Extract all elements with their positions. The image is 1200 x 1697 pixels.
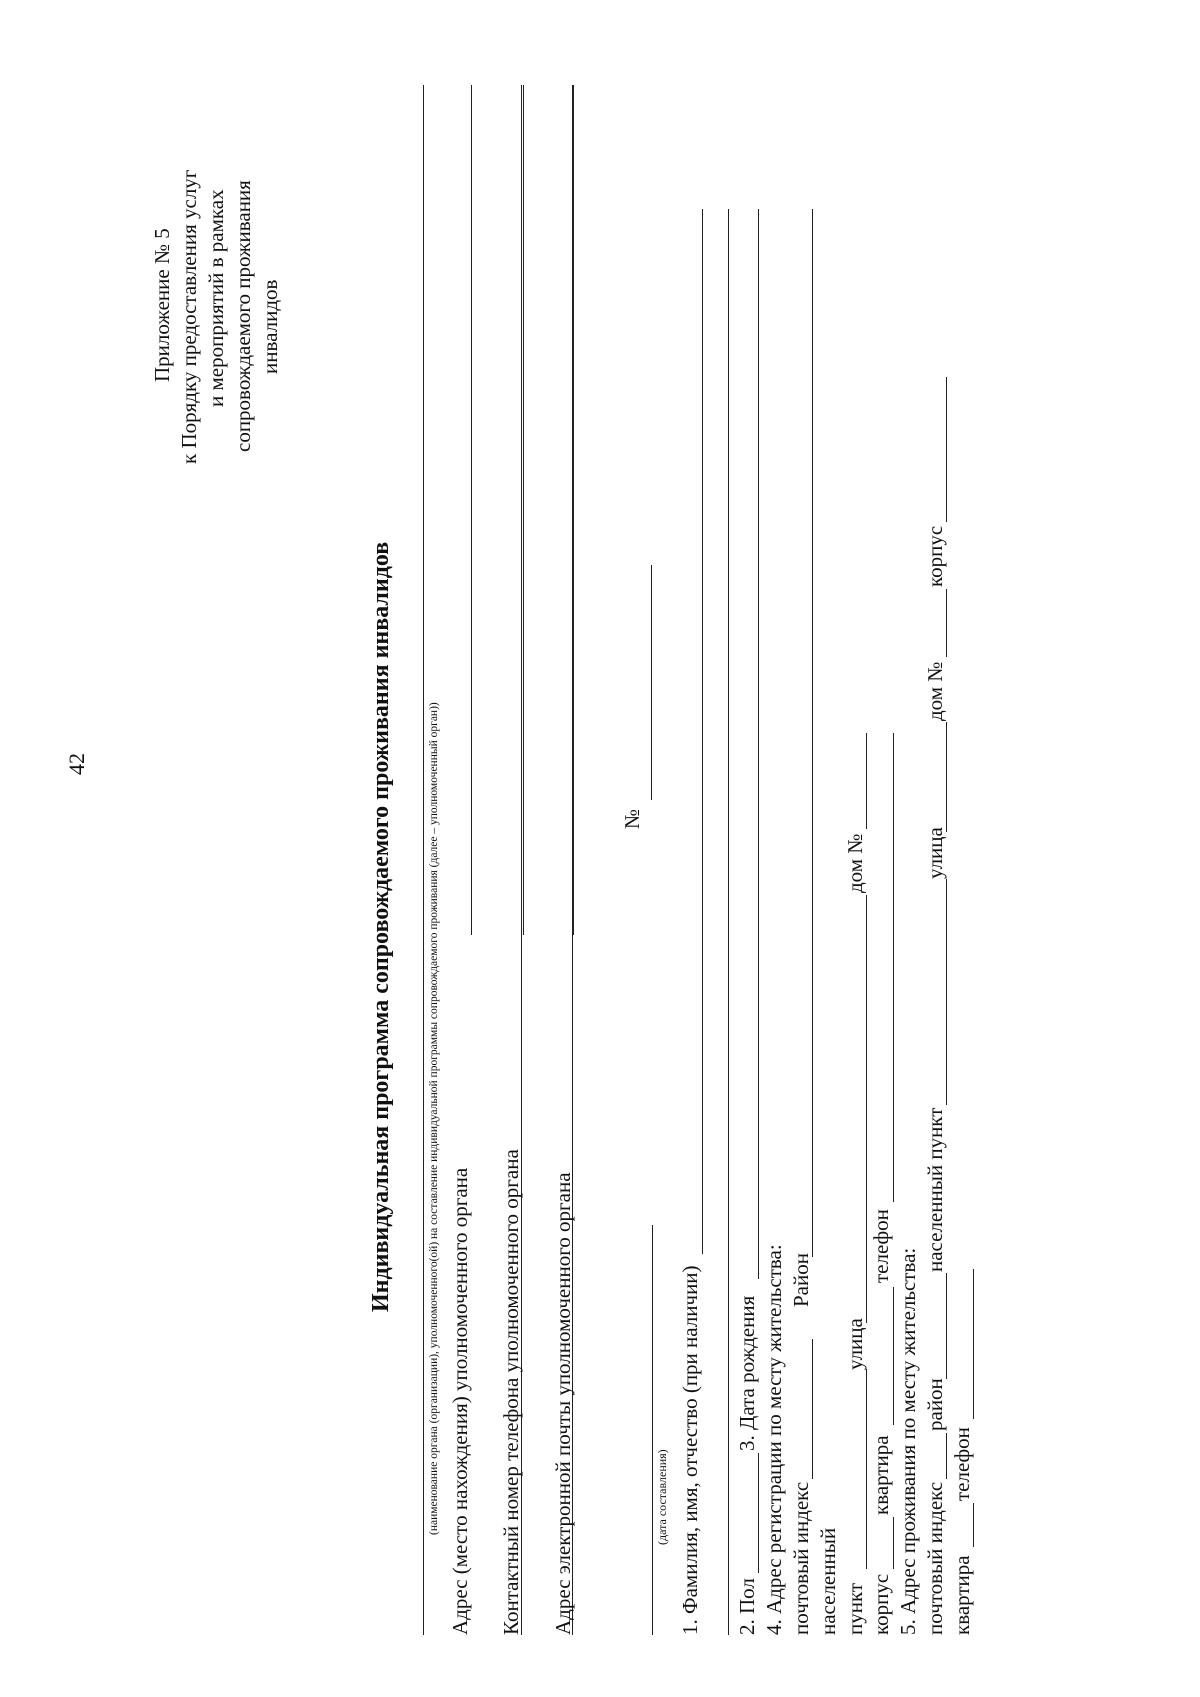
settlement-full-label: населенный пункт [923,1107,947,1272]
house-2-line [946,589,947,657]
page-title: Индивидуальная программа сопровождаемого проживания инвалидов [368,541,394,1312]
reg-address-label: 4. Адрес регистрации по месту жительства: [762,1244,786,1635]
settlement-label-2: пункт [843,1582,867,1635]
district-cap-line [812,209,813,1257]
postal-index-label: почтовый индекс [789,1481,813,1635]
settlement-full-line [946,879,947,1105]
postal-index-2-line [946,1433,947,1479]
appendix-line2: к Порядку предоставления услуг [177,169,201,464]
birth-date-label: 3. Дата рождения [735,1295,759,1451]
birth-date-line [758,209,759,1279]
district-label: район [923,1378,947,1431]
apartment-2-line [973,1503,974,1547]
number-sign: № [620,808,644,829]
house-2-label: дом № [923,661,947,721]
street-line [866,895,867,1323]
street-label: улица [843,1318,867,1370]
live-address-label: 5. Адрес проживания по месту жительства: [896,1247,920,1635]
page-number: 42 [64,753,89,775]
house-label: дом № [843,833,867,893]
appendix-line4: сопровождаемого проживания [231,180,255,452]
date-caption: (дата составления) [655,1449,669,1545]
date-line [652,1225,653,1635]
phone-field-line [893,733,894,1202]
phone-field-label: телефон [869,1209,893,1283]
phone-2-line [973,1269,974,1419]
fio-line-2 [728,209,729,1635]
apartment-2-label: квартира [950,1555,974,1635]
house-line [866,733,867,829]
appendix-line1: Приложение № 5 [150,228,174,382]
phone-line [523,85,524,935]
postal-index-line [812,1339,813,1479]
corpus-2-line [946,377,947,522]
email-line [573,85,574,935]
settlement-line [866,1369,867,1569]
fio-line [702,209,703,1254]
corpus-2-label: корпус [923,525,947,587]
corpus-line [893,1517,894,1569]
fio-label: 1. Фамилия, имя, отчество (при наличии) [678,1265,702,1635]
district-cap-label: Район [789,1253,813,1307]
settlement-label-1: населенный [816,1527,840,1635]
phone-label: Контактный номер телефона уполномоченного органа [499,1149,523,1635]
gender-label: 2. Пол [735,1578,759,1635]
phone-2-label: телефон [950,1427,974,1501]
apartment-label: квартира [869,1435,893,1515]
address-line [471,85,472,935]
org-caption: (наименование органа (организации), уполномоченного(ой) на составление индивидуальной программы сопровождаемого проживания (далее – уполномоченный орган)) [428,702,440,1535]
number-line [651,565,652,800]
apartment-line [893,1287,894,1425]
email-label: Адрес электронной почты уполномоченного органа [551,1172,575,1635]
address-label: Адрес (место нахождения) уполномоченного органа [448,1167,472,1635]
org-name-line [423,85,424,1635]
street-2-line [946,722,947,832]
appendix-line5: инвалидов [258,279,282,374]
gender-line [758,1453,759,1573]
district-line [946,1273,947,1379]
corpus-label: корпус [869,1573,893,1635]
postal-index-2-label: почтовый индекс [923,1481,947,1635]
appendix-line3: и мероприятий в рамках [204,189,228,407]
street-2-label: улица [923,827,947,879]
